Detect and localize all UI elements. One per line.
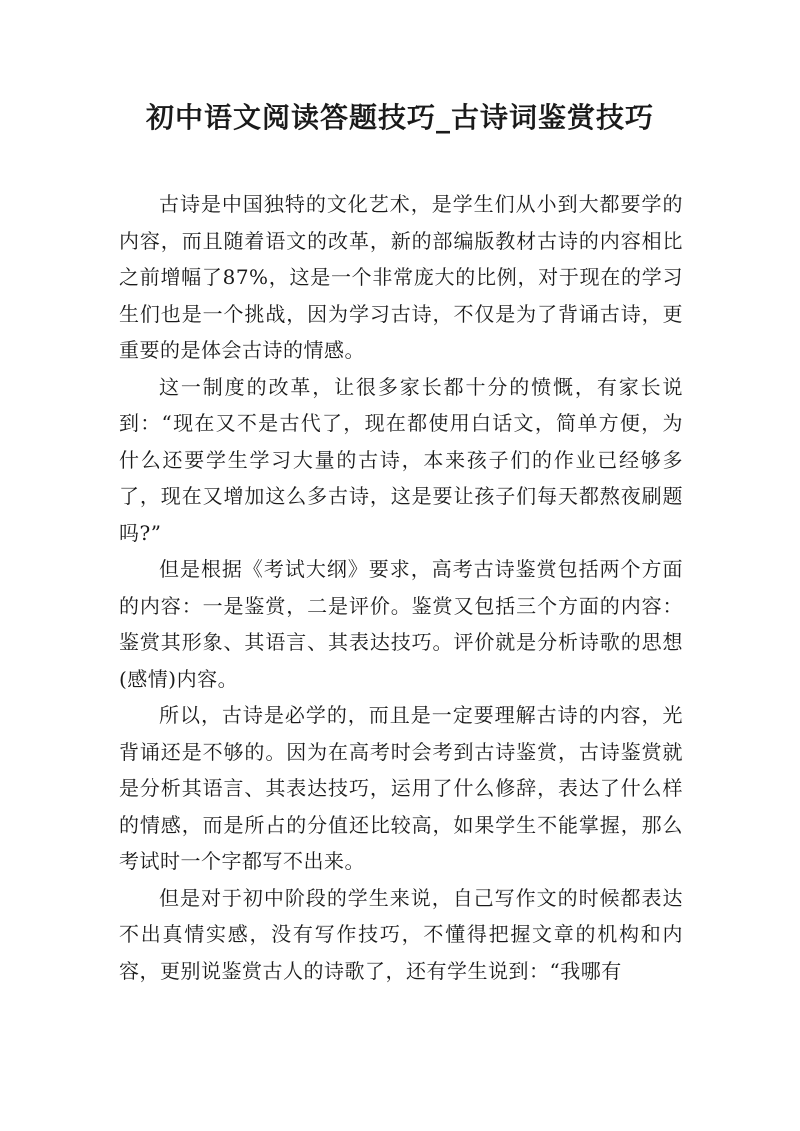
paragraph: 所以，古诗是必学的，而且是一定要理解古诗的内容，光背诵还是不够的。因为在高考时会考到古诗鉴赏，古诗鉴赏就是分析其语言、其表达技巧，运用了什么修辞，表达了什么样的情感，而是所占的分值还比较高，如果学生不能掌握，那么考试时一个字都写不出来。 (119, 703, 683, 873)
paragraph: 这一制度的改革，让很多家长都十分的愤慨，有家长说到：“现在又不是古代了，现在都使用白话文，简单方便，为什么还要学生学习大量的古诗，本来孩子们的作业已经够多了，现在又增加这么多古诗，这是要让孩子们每天都熬夜刷题吗?” (119, 374, 683, 545)
paragraph: 古诗是中国独特的文化艺术，是学生们从小到大都要学的内容，而且随着语文的改革，新的部编版教材古诗的内容相比之前增幅了87%，这是一个非常庞大的比例，对于现在的学习生们也是一个挑战，因为学习古诗，不仅是为了背诵古诗，更重要的是体会古诗的情感。 (119, 192, 683, 362)
paragraph: 但是根据《考试大纲》要求，高考古诗鉴赏包括两个方面的内容：一是鉴赏，二是评价。鉴赏又包括三个方面的内容：鉴赏其形象、其语言、其表达技巧。评价就是分析诗歌的思想(感情)内容。 (119, 557, 683, 691)
paragraph: 但是对于初中阶段的学生来说，自己写作文的时候都表达不出真情实感，没有写作技巧，不懂得把握文章的机构和内容，更别说鉴赏古人的诗歌了，还有学生说到：“我哪有 (119, 885, 683, 983)
document-body (119, 186, 683, 989)
document-title: 初中语文阅读答题技巧_古诗词鉴赏技巧 (145, 101, 654, 134)
